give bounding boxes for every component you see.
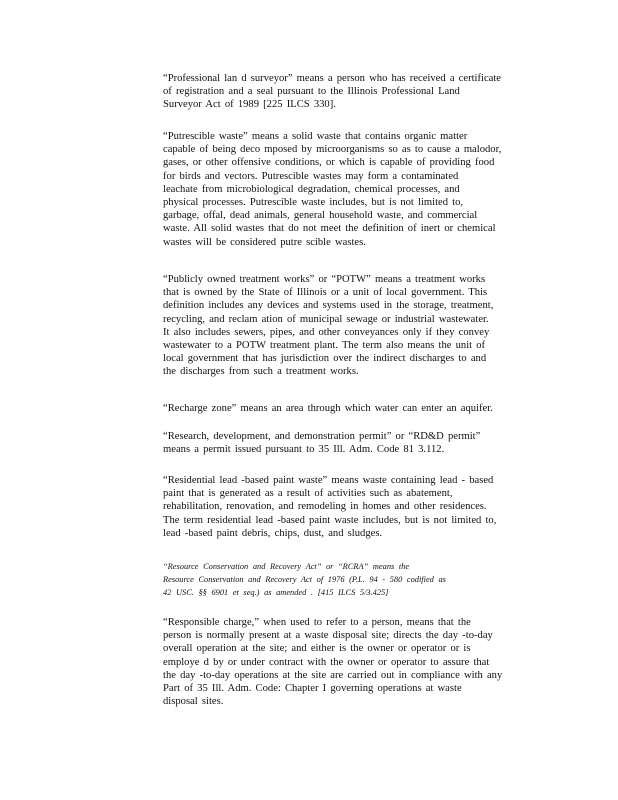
text-line: Part of 35 Ill. Adm. Code: Chapter I governing operations at waste bbox=[163, 683, 462, 695]
text-line: “Research, development, and demonstration permit” or “RD&D permit” bbox=[163, 431, 481, 442]
text-line: leachate from microbiological degradation, chemical processes, and bbox=[163, 183, 460, 195]
text-line: “Residential lead -based paint waste” means waste containing lead - based bbox=[163, 475, 494, 486]
definition-rcra bbox=[163, 560, 515, 599]
text-line: local government that has jurisdiction over the indirect discharges to and bbox=[163, 353, 487, 365]
definition-potw bbox=[163, 273, 515, 379]
text-line: “Recharge zone” means an area through which water can enter an aquifer. bbox=[163, 403, 493, 414]
text-line: disposal sites. bbox=[163, 696, 224, 708]
text-line: definition includes any devices and systems used in the storage, treatment, bbox=[163, 300, 494, 312]
text-line: “Responsible charge,” when used to refer to a person, means that the bbox=[163, 617, 471, 628]
text-line: “Professional lan d surveyor” means a person who has received a certificate bbox=[163, 73, 502, 84]
definition-putrescible-waste bbox=[163, 130, 515, 249]
text-line: for birds and vectors. Putrescible wastes may form a contaminated bbox=[163, 170, 459, 182]
definition-responsible-charge bbox=[163, 616, 515, 708]
text-line: “Publicly owned treatment works” or “POTW” means a treatment works bbox=[163, 274, 486, 285]
text-line: wastewater to a POTW treatment plant. The term also means the unit of bbox=[163, 340, 486, 352]
text-line: waste. All solid wastes that do not meet the definition of inert or chemical bbox=[163, 223, 496, 235]
text-line: capable of being deco mposed by microorganisms so as to cause a malodor, bbox=[163, 144, 502, 156]
definition-rdd-permit bbox=[163, 430, 515, 456]
text-line: physical processes. Putrescible waste includes, but is not limited to, bbox=[163, 197, 464, 209]
definition-professional-land-surveyor bbox=[163, 72, 515, 112]
text-line: the discharges from such a treatment works. bbox=[163, 366, 359, 378]
definition-residential-lead-based-paint-waste bbox=[163, 474, 515, 540]
text-line: that is owned by the State of Illinois or a unit of local government. This bbox=[163, 287, 488, 299]
text-line: Resource Conservation and Recovery Act of 1976 (P.L. 94 - 580 codified as bbox=[163, 575, 446, 584]
text-line: gases, or other offensive conditions, or which is capable of providing food bbox=[163, 157, 495, 169]
text-line: means a permit issued pursuant to 35 Ill. Adm. Code 81 3.112. bbox=[163, 444, 445, 456]
text-line: employe d by or under contract with the owner or operator to assure that bbox=[163, 656, 490, 668]
text-line: overall operation at the site; and either is the owner or operator or is bbox=[163, 643, 471, 655]
text-line: It also includes sewers, pipes, and other conveyances only if they convey bbox=[163, 326, 490, 338]
text-line: Surveyor Act of 1989 [225 ILCS 330]. bbox=[163, 99, 336, 111]
text-line: “Resource Conservation and Recovery Act” or “RCRA” means the bbox=[163, 562, 410, 571]
text-line: person is normally present at a waste disposal site; directs the day -to-day bbox=[163, 630, 493, 642]
text-line: the day -to-day operations at the site are carried out in compliance with any bbox=[163, 669, 503, 681]
text-line: recycling, and reclam ation of municipal sewage or industrial wastewater. bbox=[163, 313, 489, 325]
text-line: rehabilitation, renovation, and remodeling in homes and other residences. bbox=[163, 501, 487, 513]
text-line: of registration and a seal pursuant to the Illinois Professional Land bbox=[163, 86, 460, 98]
text-line: 42 USC. §§ 6901 et seq.) as amended . [415 ILCS 5/3.425] bbox=[163, 588, 389, 597]
text-line: paint that is generated as a result of activities such as abatement, bbox=[163, 488, 453, 500]
text-line: “Putrescible waste” means a solid waste that contains organic matter bbox=[163, 131, 468, 142]
text-line: lead -based paint debris, chips, dust, and sludges. bbox=[163, 527, 383, 539]
text-line: wastes will be considered putre scible wastes. bbox=[163, 236, 366, 248]
text-line: The term residential lead -based paint waste includes, but is not limited to, bbox=[163, 514, 497, 526]
text-line: garbage, offal, dead animals, general household waste, and commercial bbox=[163, 210, 478, 222]
definition-recharge-zone bbox=[163, 402, 515, 415]
